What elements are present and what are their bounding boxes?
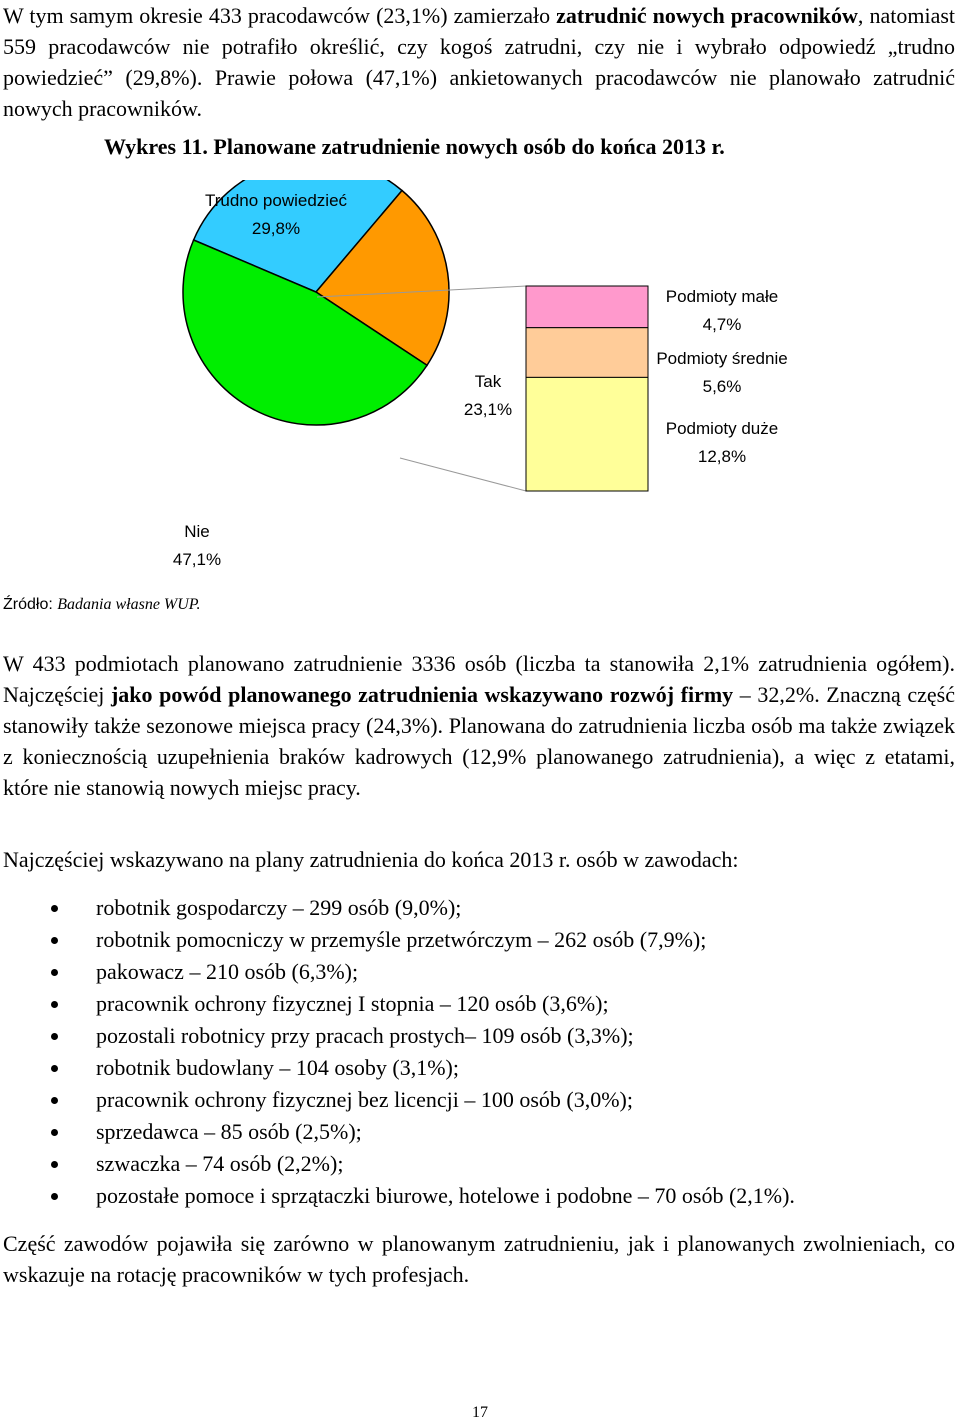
bar-segment-2 — [526, 328, 648, 378]
bar-segment-1 — [526, 286, 648, 328]
paragraph-3: Najczęściej wskazywano na plany zatrudnienia do końca 2013 r. osób w zawodach: — [3, 847, 739, 872]
list-item-text: pracownik ochrony fizycznej bez licencji – 100 osób (3,0%); — [96, 1087, 633, 1112]
bullet-icon — [51, 1065, 58, 1072]
list-item-text: robotnik budowlany – 104 osoby (3,1%); — [96, 1055, 459, 1080]
breakdown-bar — [526, 286, 648, 491]
source-value: Badania własne WUP. — [57, 596, 201, 613]
source-label: Źródło: — [3, 596, 58, 613]
intro-text-2: , natomiast 559 pracodawców nie potrafiło określić, czy kogoś zatrudni, czy nie i wybrało odpowiedź „trudno powiedzieć” (29,8%). Prawie połowa (47,1%) ankietowanych pracodawców nie planowało zatrudnić nowych pracowników. — [3, 3, 956, 121]
list-item-text: robotnik gospodarczy – 299 osób (9,0%); — [96, 895, 462, 920]
bullet-icon — [51, 1033, 58, 1040]
bullet-icon — [51, 1001, 58, 1008]
segment-name-label: Podmioty małe — [665, 287, 779, 306]
occupation-list — [0, 892, 955, 1212]
intro-bold: zatrudnić nowych pracowników — [556, 3, 858, 28]
paragraph-2 — [3, 648, 955, 803]
list-item-text: pozostali robotnicy przy pracach prostych– 109 osób (3,3%); — [96, 1023, 634, 1048]
slice-name-label: Nie — [184, 522, 210, 541]
bullet-icon — [51, 1097, 58, 1104]
bar-segment-3 — [526, 377, 648, 491]
bullet-icon — [51, 937, 58, 944]
intro-text-1: W tym samym okresie 433 pracodawców (23,1%) zamierzało — [3, 3, 557, 28]
pie-group — [183, 180, 449, 425]
bullet-icon — [51, 1129, 58, 1136]
para2-bold: jako powód planowanego zatrudnienia wskazywano rozwój firmy — [110, 682, 734, 707]
list-item — [0, 1148, 955, 1180]
pie-chart — [0, 180, 960, 590]
list-item — [0, 956, 955, 988]
bullet-icon — [51, 905, 58, 912]
bullet-icon — [51, 969, 58, 976]
connector-bottom — [400, 458, 526, 491]
source-note — [3, 596, 201, 614]
list-item-text: szwaczka – 74 osób (2,2%); — [96, 1151, 344, 1176]
intro-paragraph — [3, 0, 955, 124]
para2-text-2: – 32,2%. Znaczną część stanowiły także sezonowe miejsca pracy (24,3%). Planowana do zatrudnienia liczba osób ma także związek z koniecznością uzupełnienia braków kadrowych (12,9% planowanego zatrudnienia), a więc z etatami, które nie stanowią nowych miejsc pracy. — [3, 682, 956, 800]
list-item — [0, 1084, 955, 1116]
bullet-icon — [51, 1193, 58, 1200]
slice-value-label: 47,1% — [172, 550, 222, 569]
slice-name-label: Tak — [474, 372, 502, 391]
segment-value-label: 12,8% — [697, 447, 747, 466]
list-item — [0, 1052, 955, 1084]
segment-value-label: 5,6% — [702, 377, 742, 396]
bullet-icon — [51, 1161, 58, 1168]
list-item — [0, 988, 955, 1020]
page-number: 17 — [472, 1404, 488, 1421]
segment-name-label: Podmioty średnie — [656, 349, 788, 368]
list-item — [0, 1180, 955, 1212]
slice-value-label: 23,1% — [463, 400, 513, 419]
figure-title: Wykres 11. Planowane zatrudnienie nowych osób do końca 2013 r. — [104, 134, 725, 159]
list-item-text: pozostałe pomoce i sprzątaczki biurowe, hotelowe i podobne – 70 osób (2,1%). — [96, 1183, 795, 1208]
para2-text-1: W 433 podmiotach planowano zatrudnienie 3336 osób (liczba ta stanowiła 2,1% zatrudnienia ogółem). Najczęściej — [3, 651, 955, 707]
list-item — [0, 924, 955, 956]
list-item-text: robotnik pomocniczy w przemyśle przetwórczym – 262 osób (7,9%); — [96, 927, 707, 952]
segment-name-label: Podmioty duże — [665, 419, 779, 438]
list-item — [0, 1116, 955, 1148]
slice-name-label: Trudno powiedzieć — [204, 191, 348, 210]
list-item-text: sprzedawca – 85 osób (2,5%); — [96, 1119, 362, 1144]
paragraph-4: Część zawodów pojawiła się zarówno w planowanym zatrudnieniu, jak i planowanych zwolnieniach, co wskazuje na rotację pracowników w tych profesjach. — [3, 1231, 955, 1287]
list-item-text: pracownik ochrony fizycznej I stopnia – 120 osób (3,6%); — [96, 991, 609, 1016]
slice-value-label: 29,8% — [251, 219, 301, 238]
list-item-text: pakowacz – 210 osób (6,3%); — [96, 959, 359, 984]
segment-value-label: 4,7% — [702, 315, 742, 334]
list-item — [0, 892, 955, 924]
list-item — [0, 1020, 955, 1052]
